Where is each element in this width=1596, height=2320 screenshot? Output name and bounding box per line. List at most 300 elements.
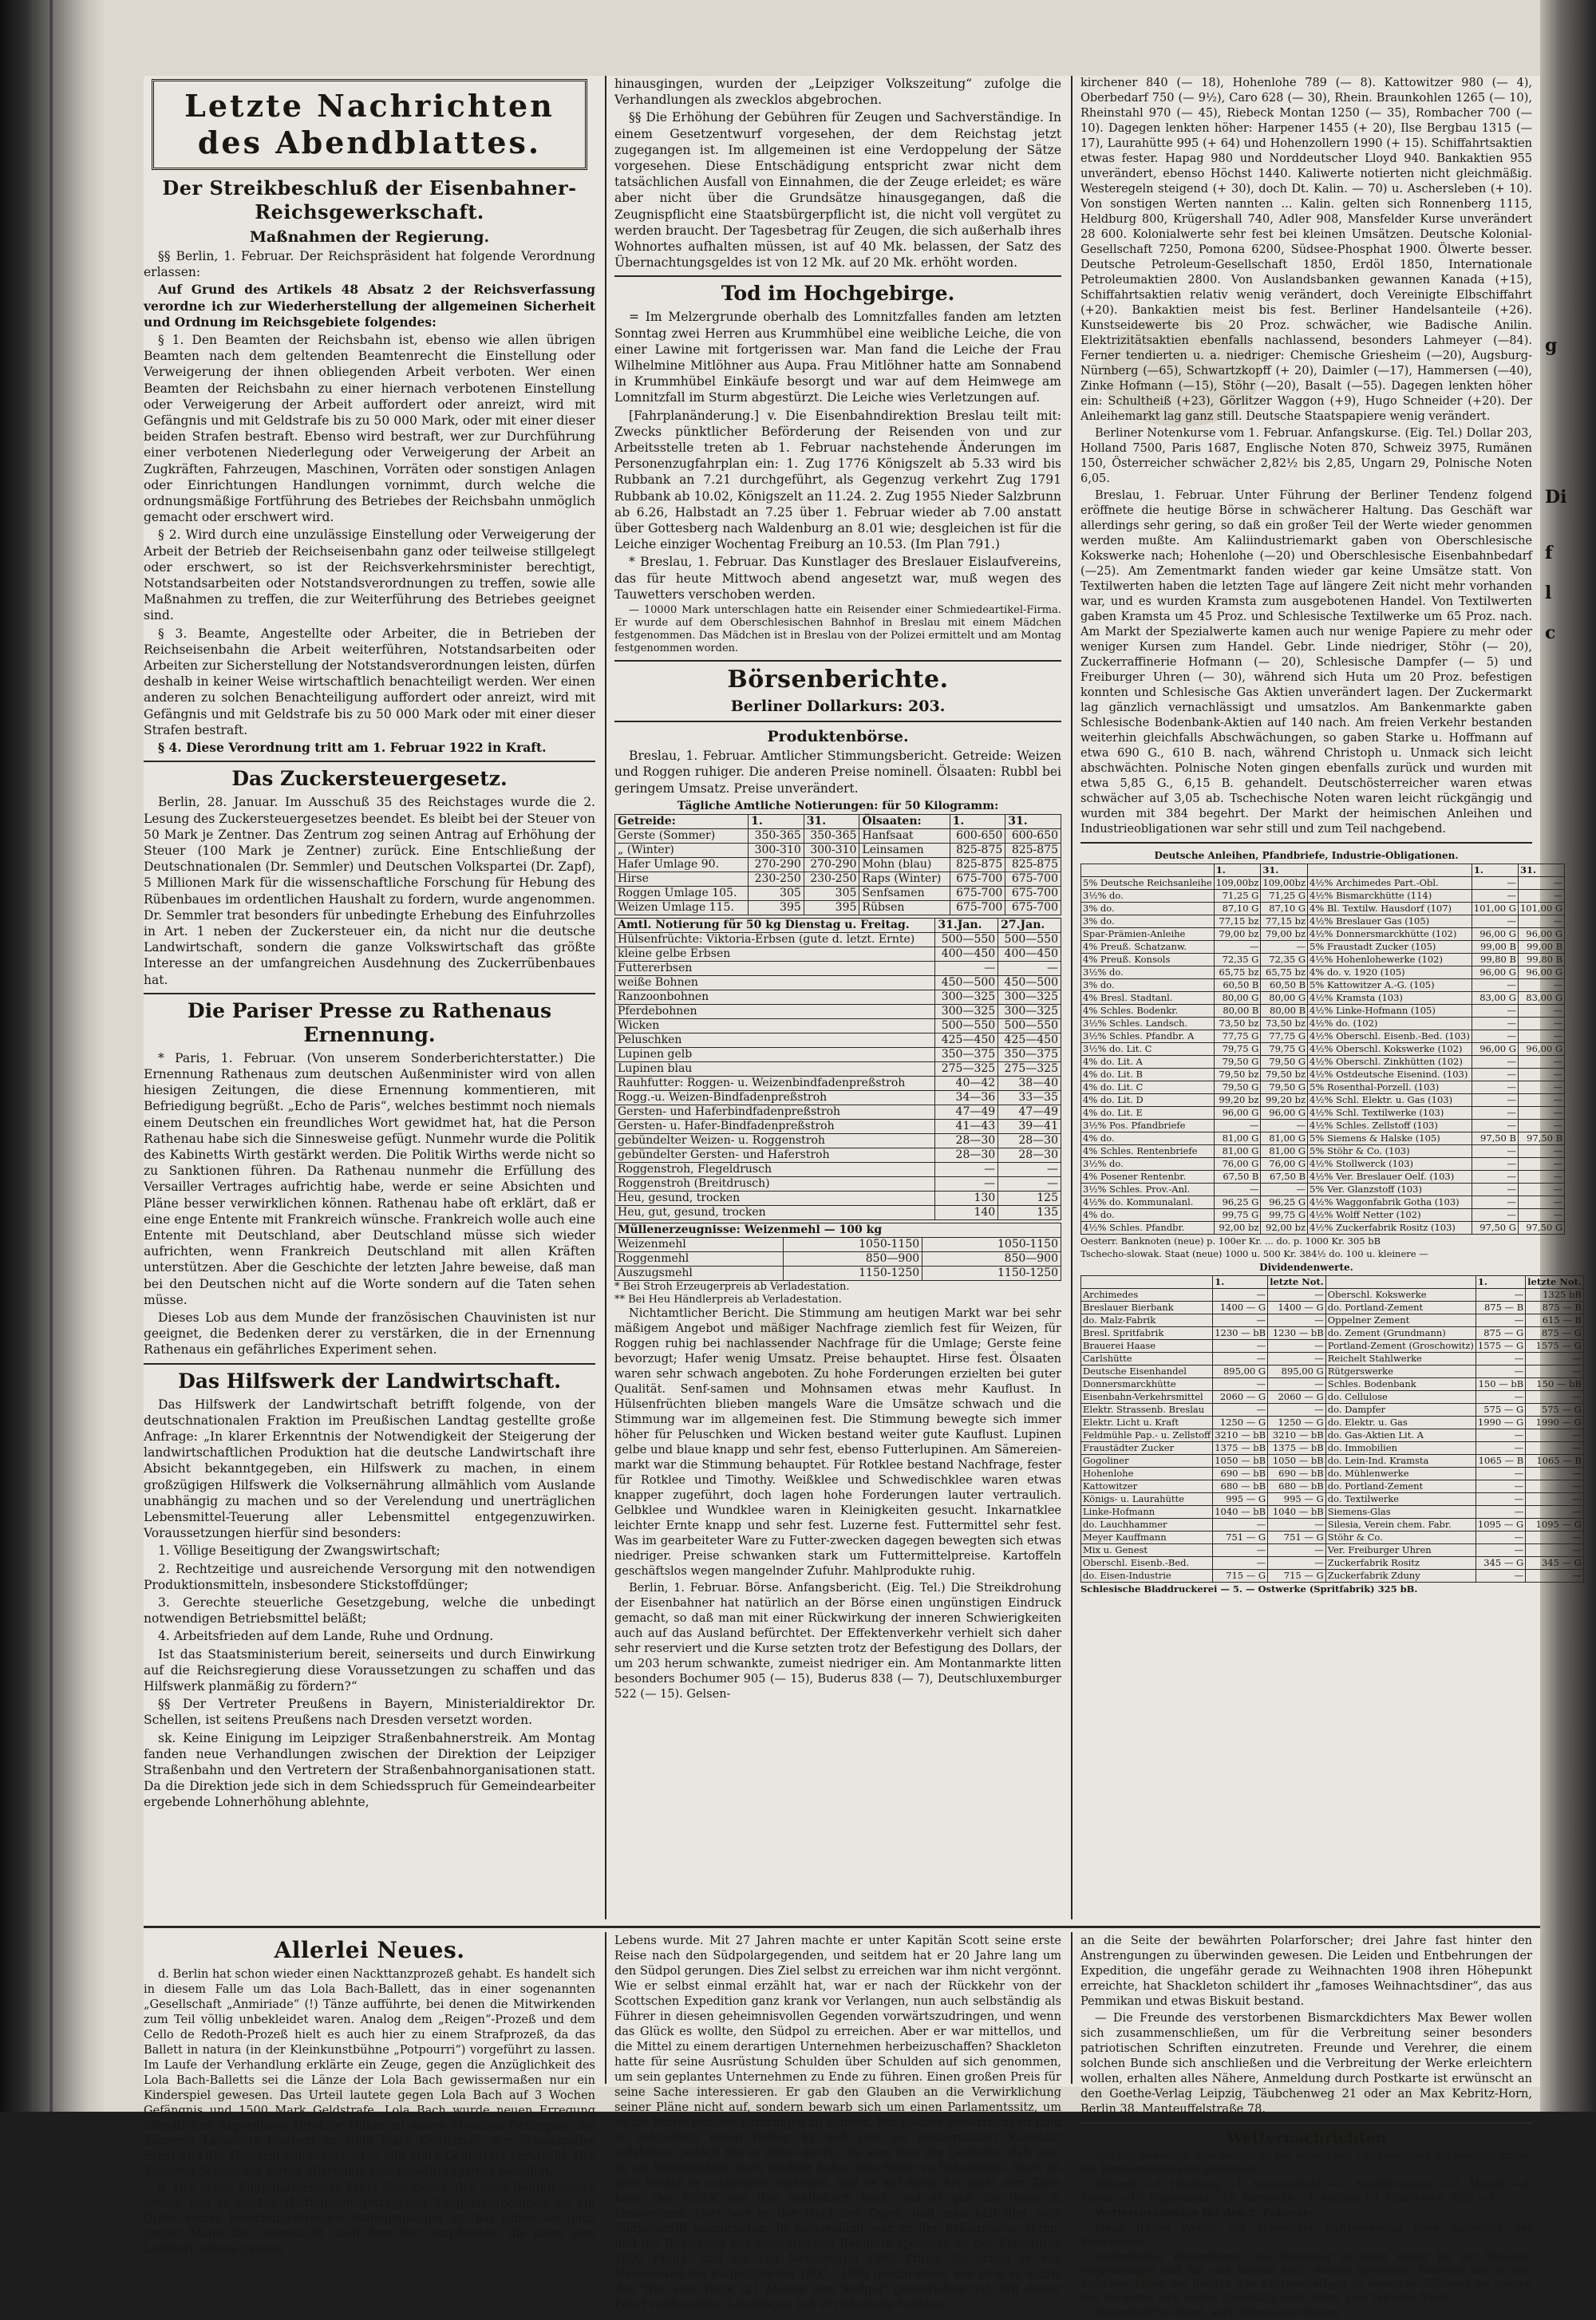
table-row (1081, 1327, 1584, 1340)
table-cell: 79,50 G (1214, 1056, 1261, 1069)
table-cell: 1375 — bB (1268, 1442, 1326, 1455)
table-cell: 99,20 bz (1214, 1094, 1261, 1107)
headline-death: Tod im Hochgebirge. (721, 282, 955, 306)
table-cell: 4½% Ostdeutsche Eisenind. (103) (1308, 1069, 1472, 1081)
table-row (1081, 1030, 1565, 1043)
table-cell: — (1526, 1493, 1584, 1506)
table-cell: 38—40 (998, 1076, 1061, 1090)
table-cell: — (1472, 1209, 1518, 1222)
table-cell: — (1518, 1081, 1564, 1094)
table-cell: — (1518, 1056, 1564, 1069)
table-cell: Ranzoonbohnen (615, 990, 935, 1004)
table-cell: do. Malz-Fabrik (1081, 1314, 1213, 1327)
table-cell: 4% do. Lit. A (1081, 1056, 1215, 1069)
table-cell: 97,50 B (1518, 1132, 1564, 1145)
table-cell: Hanfsaat (859, 828, 950, 843)
table-cell: 77,75 G (1214, 1030, 1261, 1043)
table-cell: 400—450 (998, 947, 1061, 961)
table-cell: Hülsenfrüchte: Viktoria-Erbsen (gute d. letzt. Ernte) (615, 932, 935, 947)
masthead-line-1: Letzte Nachrichten (184, 88, 555, 124)
table-cell: 28—30 (998, 1133, 1061, 1148)
table-cell: do. Eisen-Industrie (1081, 1570, 1213, 1583)
table-cell: 500—550 (998, 932, 1061, 947)
table-row (615, 1119, 1061, 1133)
table-cell: Zuckerfabrik Zduny (1325, 1570, 1476, 1583)
table-cell: — (1213, 1404, 1268, 1417)
table-cell: 150 — bB (1476, 1378, 1525, 1391)
table-cell: Roggen Umlage 105. (615, 886, 749, 900)
table-cell: — (1268, 1404, 1326, 1417)
article-paragraph: = Im Melzergrunde oberhalb des Lomnitzfalles fanden am letzten Sonntag zwei Herren aus Krummhübel eine weibliche Leiche, die von einer Lawine mit fortgerissen war. Man fand die Leiche der Frau Wilhelmine Mitlöhner aus Aupa. Frau Mitlöhner hatte am Sonnabend in Krummhübel Einkäufe besorgt und war auf dem Heimwege am Lomnitzfall im Sturm abgestürzt. Die Leiche wies Verletzungen auf. (614, 310, 1061, 405)
table-cell: 350-365 (749, 828, 804, 843)
table-cell: weiße Bohnen (615, 975, 935, 990)
article-paragraph: 3. Gerechte steuerliche Gesetzgebung, welche die unbedingt notwendigen Betriebsmittel beläßt; (144, 1595, 595, 1626)
mill-price-table (614, 1223, 1061, 1281)
table-cell: 96,00 G (1518, 928, 1564, 941)
headline-sugar: Das Zuckersteuergesetz. (231, 767, 508, 791)
table-cell: 4% Bresl. Stadtanl. (1081, 992, 1215, 1005)
grain-price-table (614, 814, 1061, 915)
table-cell: do. Zement (Grundmann) (1325, 1327, 1476, 1340)
table-cell: 400—450 (935, 947, 998, 961)
table-cell: Eisenbahn-Verkehrsmittel (1081, 1391, 1213, 1404)
table-row (1081, 915, 1565, 928)
table-cell: 81,00 G (1261, 1145, 1308, 1158)
table-cell: 2060 — G (1268, 1391, 1326, 1404)
table-cell: 895,00 G (1213, 1366, 1268, 1378)
table-cell: — (1472, 890, 1518, 903)
table-cell: 96,00 G (1261, 1107, 1308, 1120)
table-cell: 4½% Zuckerfabrik Rositz (103) (1308, 1222, 1472, 1235)
table-row (1081, 954, 1565, 966)
table-cell: Rübsen (859, 900, 950, 915)
table-header-cell: 1. (749, 814, 804, 828)
article-paragraph: §§ Die Erhöhung der Gebühren für Zeugen und Sachverständige. In einem Gesetzentwurf vorgesehen, der dem Reichstag jetzt zugegangen ist. Im allgemeinen ist eine Verdoppelung der Sätze vorgesehen. Diese Entschädigung entspricht zwar nicht dem tatsächlichen Ausfall von Einnahmen, die der Zeuge erleidet; es wäre aber nicht über die Grundsätze hinausgegangen, daß die Zeugnispflicht eine Staatsbürgerpflicht ist, die nicht voll vergütet zu werden braucht. Der Tagesbetrag für Zeugen, die sich außerhalb ihres Wohnortes aufhalten müssen, ist auf 40 Mk. belassen, der Satz des Übernachtungsgeldes ist von 12 Mk. auf 20 Mk. erhöht worden. (614, 110, 1061, 271)
table-row (1081, 1391, 1584, 1404)
table-cell: Siemens-Glas (1325, 1506, 1476, 1519)
table-cell: — (1472, 1094, 1518, 1107)
table-cell: — (1518, 877, 1564, 890)
table-row (1081, 928, 1565, 941)
table-cell: 1250 — G (1213, 1417, 1268, 1429)
table-cell: 575 — G (1526, 1404, 1584, 1417)
table-cell: 425—450 (998, 1033, 1061, 1047)
weather-paragraph: Veränderliches Wind, auch Schnee und Regen. (1095, 2307, 1341, 2319)
table-cell: — (998, 1176, 1061, 1191)
table-row (615, 1237, 1061, 1251)
table-cell: 83,00 G (1518, 992, 1564, 1005)
table-cell: 79,50 G (1261, 1081, 1308, 1094)
table-cell: Heu, gesund, trocken (615, 1191, 935, 1205)
table-cell: 79,75 G (1214, 1043, 1261, 1056)
table-cell: — (1268, 1557, 1326, 1570)
table-cell: Mohn (blau) (859, 857, 950, 871)
table-cell: Elektr. Licht u. Kraft (1081, 1417, 1213, 1429)
table-cell: — (1518, 1184, 1564, 1196)
table-cell: — (1526, 1544, 1584, 1557)
table-cell: 1150-1250 (784, 1266, 922, 1280)
table-cell: 675-700 (950, 886, 1005, 900)
column-2 (614, 76, 1061, 1919)
table-header-cell: letzte Not. (1526, 1276, 1584, 1289)
table-cell: Linke-Hofmann (1081, 1506, 1213, 1519)
table-header-cell: Getreide: (615, 814, 749, 828)
table-cell: — (1476, 1289, 1525, 1302)
table-header-cell: 31. (1518, 864, 1564, 877)
table-cell: 96,00 G (1518, 1043, 1564, 1056)
table-row (615, 1047, 1061, 1061)
table-cell: Lupinen gelb (615, 1047, 935, 1061)
table-cell: 1095 — G (1526, 1519, 1584, 1532)
table-cell: — (1268, 1353, 1326, 1366)
table-cell: — (1518, 1107, 1564, 1120)
table-cell: — (1476, 1493, 1525, 1506)
table-cell: 28—30 (998, 1148, 1061, 1162)
table-cell: — (1213, 1544, 1268, 1557)
table-cell: — (1518, 979, 1564, 992)
table-cell: 28—30 (935, 1148, 998, 1162)
table-cell: 675-700 (950, 900, 1005, 915)
table-row (615, 1061, 1061, 1076)
table-row (1081, 1081, 1565, 1094)
masthead-box (152, 79, 587, 170)
table-cell: 150 — bB (1526, 1378, 1584, 1391)
table-row (615, 1251, 1061, 1266)
table-cell: — (1526, 1506, 1584, 1519)
table-cell: 395 (749, 900, 804, 915)
table-cell: 77,15 bz (1261, 915, 1308, 928)
table-row (615, 1176, 1061, 1191)
table-cell: — (1472, 1145, 1518, 1158)
table-cell: 4½% Ver. Breslauer Oelf. (103) (1308, 1171, 1472, 1184)
table-cell: 350—375 (998, 1047, 1061, 1061)
table-cell: — (1213, 1378, 1268, 1391)
table-cell: 300—325 (935, 1004, 998, 1018)
table-cell: 1400 — G (1268, 1302, 1326, 1314)
table-cell: — (1472, 1056, 1518, 1069)
table-cell: — (1472, 1184, 1518, 1196)
table-cell: — (1526, 1429, 1584, 1442)
headline-produkten: Produktenbörse. (767, 728, 909, 746)
table-cell: — (1268, 1378, 1326, 1391)
table-row (1081, 1570, 1584, 1583)
table-row (615, 1018, 1061, 1033)
table-cell: 1375 — bB (1213, 1442, 1268, 1455)
table-cell: 60,50 B (1214, 979, 1261, 992)
table-cell: 4½% Hohenlohewerke (102) (1308, 954, 1472, 966)
table-cell: — (1476, 1506, 1525, 1519)
table-cell: 450—500 (998, 975, 1061, 990)
table-cell: Reichelt Stahlwerke (1325, 1353, 1476, 1366)
table-row (1081, 903, 1565, 915)
table-cell: 1400 — G (1213, 1302, 1268, 1314)
table-cell: 1150-1250 (922, 1266, 1061, 1280)
table-cell: Gogoliner (1081, 1455, 1213, 1468)
table-cell: 5% Ver. Glanzstoff (103) (1308, 1184, 1472, 1196)
table-cell: 4½% Schl. Textilwerke (103) (1308, 1107, 1472, 1120)
table-cell: Wicken (615, 1018, 935, 1033)
table-cell: 4% Posener Rentenbr. (1081, 1171, 1215, 1184)
exchange-line: Oesterr. Banknoten (neue) p. 100er Kr. ... do. p. 1000 Kr. 305 bB (1080, 1235, 1381, 1247)
headline-strike: Der Streikbeschluß der Eisenbahner-Reichsgewerkschaft. (162, 176, 577, 223)
table-cell: 80,00 B (1261, 1005, 1308, 1018)
table-cell: gebündelter Gersten- und Haferstroh (615, 1148, 935, 1162)
table-cell: — (1476, 1480, 1525, 1493)
table-header-cell (1325, 1276, 1476, 1289)
table-cell: 875 — G (1526, 1327, 1584, 1340)
table-cell: 83,00 G (1472, 992, 1518, 1005)
table-cell: 500—550 (935, 1018, 998, 1033)
table-cell: 2060 — G (1213, 1391, 1268, 1404)
table-cell: 99,75 G (1214, 1209, 1261, 1222)
table-cell: Fraustädter Zucker (1081, 1442, 1213, 1455)
table-cell: 101,00 G (1518, 903, 1564, 915)
table-cell: Peluschken (615, 1033, 935, 1047)
table-cell: Leinsamen (859, 843, 950, 857)
article-paragraph: Nichtamtlicher Bericht. Die Stimmung am heutigen Markt war bei sehr mäßigem Angebot und mäßiger Nachfrage ziemlich fest für Weizen, für Roggen ruhig bei nachlassender Nachfrage für die Umlage; Gerste feine bevorzugt; Hafer wenig Umsatz. Preise behauptet. Hirse fest. Ölsaaten waren sehr schwach angeboten. Zu hohe Forderungen erzielten bei guter Qualität. Senf-samen und Mohnsamen etwas mehr Kauflust. In Hülsenfrüchten blieben mangels Ware die Umsätze schwach und die Stimmung war im allgemeinen fest. Die Stimmung bewegte sich immer höher für Peluschken und Wicken bestand weiter gute Kauflust. Lupinen gelbe und blaue knapp und sehr fest, ebenso Futterlupinen. Am Sämereien-markt war die Stimmung behauptet. Für Rotklee bestand Nachfrage, fester für Rotklee und Timothy. Weißklee und Schwedischklee waren etwas knapper zugeführt, doch lagen hohe Forderungen lauter vertraulich. Gelbklee und Wundklee waren in Kleinigkeiten gesucht. Inkarnatklee leichter Ernte knapp und sehr fest. Luzerne fest. Futtermittel sehr fest. Was im gearbeiteter Ware zu Futter-zwecken dagegen bewegten sich etwas niedriger. Preise schwanken stark um Futtermittelpreise. Kartoffeln geschäftslos wegen mangelnder Zufuhr. Mahlprodukte ruhig. (614, 1306, 1061, 1578)
table-cell: 275—325 (998, 1061, 1061, 1076)
table-cell: — (1472, 979, 1518, 992)
table-cell: — (1526, 1532, 1584, 1544)
table-cell: 4½% Wolff Netter (102) (1308, 1209, 1472, 1222)
weather-paragraph: Wettervoraussage für den 2. Februar: (1095, 2207, 1313, 2219)
table-row (1081, 1120, 1565, 1132)
table-cell: 97,50 G (1518, 1222, 1564, 1235)
article-paragraph: Lebens wurde. Mit 27 Jahren machte er unter Kapitän Scott seine erste Reise nach den Südpolargegenden, und seitdem hat er 20 Jahre lang um den Südpol gerungen. Dies Ziel selbst zu erreichen war ihm nicht vergönnt. Wie er selbst einmal erzählt hat, war er nach der Rückkehr von der Scottschen Expedition ganz krank vor Verlangen, nun auch selbständig als Führer in diesen geheimnisvollen Gegenden vorwärtszudringen, und wenn das Glück es wollte, den Südpol zu erreichen. Aber er war mittellos, und die Mittel zu einem derartigen Unternehmen herbeizuschaffen? Shackleton hatte für seine Ausrüstung Schulden über Schulden auf sich genommen, um sein geplantes Unternehmen zu Ende zu führen. Einen großen Preis für seine Sache interessieren. Er gab den Glauben an die Verwirklichung seiner Pläne nicht auf, sondern bewarb sich um einen Parlamentssitz, um so die Mittel leichter aufbringen zu können. Mit solcher Beharrlichkeit fand er schließlich einen Helfer. Er ließ sich als konservativer Kandidat aufstellen, jedoch fiel er dabei durch. Da kam ihm der Gedanke, daß man es als Südpolfahrer doch leichter habe, eine Stelle zu bekommen. Nach all dem mußte er schließlich einsehen, daß er auf diese Art nicht zum Ziele kam. Das Glück war ihm schließlich hold, und er gab die Reise in Neuseeland. Dort war er der Held des Tages, und man half ihm, sein Südpolschiff auszurüsten. In Neuseeland war er der bekannteste Mann, und die Regierung der australischen Republik spendete zu der Expedition 1000 Pfund, und die von Neuseeland 1000 Pfund. So brach er von Neuseeland die Südpolfahrten 1907—1909 geschrieben, von dem er nichts den Titel sein Werk „21 Meilen vom Südpol“ geschrieben hat. Mit dieser Fahrt vollbrachten Leistungen hat er mit einem Schlage (614, 1935, 1061, 2311)
table-cell: 96,00 G (1472, 928, 1518, 941)
table-cell: — (1518, 1171, 1564, 1184)
table-cell: 4½% Schles. Pfandbr. (1081, 1222, 1215, 1235)
table-cell: — (1268, 1519, 1326, 1532)
table-row (615, 1076, 1061, 1090)
table-cell: 1040 — bB (1213, 1506, 1268, 1519)
table-cell: Pferdebohnen (615, 1004, 935, 1018)
table-cell: 675-700 (950, 871, 1005, 886)
table-cell: 71,25 G (1261, 890, 1308, 903)
lower-column-2 (614, 1934, 1061, 2311)
table-cell: 875 — G (1476, 1327, 1525, 1340)
weather-paragraph: Von der Seewarte. Das Wetter ist bei schwacher Luftbewegung vorwiegend trübe, die Temperaturen sind gestiegen. (1080, 2150, 1532, 2176)
table-cell: 1040 — bB (1268, 1506, 1326, 1519)
table-header-cell: 31. (1261, 864, 1308, 877)
table-cell: Breslauer Bierbank (1081, 1302, 1213, 1314)
table-row (615, 871, 1061, 886)
table-cell: 345 — G (1526, 1557, 1584, 1570)
table-cell: 395 (804, 900, 859, 915)
table-cell: 80,00 G (1214, 992, 1261, 1005)
table-cell: — (1518, 1094, 1564, 1107)
table-cell: 41—43 (935, 1119, 998, 1133)
article-paragraph: Auf Grund des Artikels 48 Absatz 2 der Reichsverfassung verordne ich zur Wiederherstellung der allgemeinen Sicherheit und Ordnung im Reichsgebiete folgendes: (144, 282, 595, 330)
article-paragraph: [Fahrplanänderung.] v. Die Eisenbahndirektion Breslau teilt mit: Zwecks pünktlicher Beförderung der Reisenden von und zur Arbeitsstelle treten ab 1. Februar nachstehende Änderungen im Personenzugfahrplan ein: 1. Zug 1776 Königszelt ab 5.33 wird bis Rubbank an 7.21 durchgeführt, als Gegenzug verkehrt Zug 1791 Rubbank ab 10.02, Königszelt an 11.24. 2. Zug 1955 Nieder Salzbrunn ab 6.26, Halbstadt an 7.25 über 1. Februar wieder ab 7.00 anstatt über Gottesberg nach Waldenburg an 8.01 wie; desgleichen ist für die Leiche einziger Wochentag Freiburg an 10.53. (Im Plan 791.) (614, 408, 1061, 552)
table-cell: — (1213, 1314, 1268, 1327)
table-row (615, 1133, 1061, 1148)
table-cell: 300-310 (804, 843, 859, 857)
table-cell: 99,80 B (1472, 954, 1518, 966)
table-cell: Donnersmarckhütte (1081, 1378, 1213, 1391)
table-row (615, 1191, 1061, 1205)
table-cell: 125 (998, 1191, 1061, 1205)
table-row (1081, 1043, 1565, 1056)
table-cell: 97,50 G (1472, 1222, 1518, 1235)
table-cell: — (1268, 1340, 1326, 1353)
table-cell: Gersten- u. Hafer-Bindfadenpreßstroh (615, 1119, 935, 1133)
table-cell: 99,20 bz (1261, 1094, 1308, 1107)
table-cell: 1050-1150 (922, 1237, 1061, 1251)
table-cell: 5% Rosenthal-Porzell. (103) (1308, 1081, 1472, 1094)
table-cell: — (1476, 1366, 1525, 1378)
table-row (615, 828, 1061, 843)
article-paragraph: hinausgingen, wurden der „Leipziger Volkszeitung“ zufolge die Verhandlungen als zwecklos abgebrochen. (614, 77, 1061, 108)
table-cell: 690 — bB (1268, 1468, 1326, 1480)
table-cell: — (1518, 1005, 1564, 1018)
table-cell: 345 — G (1476, 1557, 1525, 1570)
table-cell: do. Gas-Aktien Lit. A (1325, 1429, 1476, 1442)
table-cell: 92,00 bz (1214, 1222, 1261, 1235)
table-cell: — (935, 961, 998, 975)
table-cell: 1095 — G (1476, 1519, 1525, 1532)
table-cell: 3210 — bB (1268, 1429, 1326, 1442)
table-cell: Zuckerfabrik Rositz (1325, 1557, 1476, 1570)
weather-paragraph: Oeffentlicher Wetterdienst. Das Tauwetter ist nicht weiter bis zur Weichsel vorgedrungen und hat sich überall nach Westen gewendet. Während das in den östlichen Teilen des Bezirks ihre Frostwetterlage zu erwarten. Während im Westen das Tauwetter sich wieder gleichfalls nach Osten, zum Teil sehr frisch. (1080, 2251, 1532, 2304)
table-cell: — (998, 961, 1061, 975)
article-paragraph: § 3. Beamte, Angestellte oder Arbeiter, die in Betrieben der Reichseisenbahn die Arbeit weiterführen, Notstandsarbeiten oder Arbeiten zur Sicherstellung der Notstandsverordnungen leisten, dürfen deshalb in keiner Weise wirtschaftlich benachteiligt werden. Wer einen anderen zu solchen Benachteiligung auffordert oder anreizt, wird mit Gefängnis und mit Geldstrafe bis zu 50 000 Mark oder mit einer dieser Strafen bestraft. (144, 626, 595, 737)
table-cell: 81,00 G (1214, 1145, 1261, 1158)
table-cell: 72,35 G (1214, 954, 1261, 966)
table-cell: 79,50 G (1214, 1081, 1261, 1094)
table-cell: 850—900 (784, 1251, 922, 1266)
table-header-cell (1308, 864, 1472, 877)
table-row (1081, 1353, 1584, 1366)
table-cell: — (998, 1162, 1061, 1176)
table-cell: 4½% do. Kommunalanl. (1081, 1196, 1215, 1209)
table-cell: Kattowitzer (1081, 1480, 1213, 1493)
headline-allerlei: Allerlei Neues. (274, 1937, 465, 1963)
dividend-title: Dividendenwerte. (1259, 1262, 1353, 1273)
table-cell: Hirse (615, 871, 749, 886)
table-cell: 80,00 G (1261, 992, 1308, 1005)
masthead-line-2: des Abendblattes. (197, 124, 542, 160)
table-row (1081, 1429, 1584, 1442)
table-cell: Hafer Umlage 90. (615, 857, 749, 871)
table-header-cell: 1. (1472, 864, 1518, 877)
table-cell: 67,50 B (1261, 1171, 1308, 1184)
table-cell: 130 (935, 1191, 998, 1205)
table-cell: Lupinen blau (615, 1061, 935, 1076)
table-header-cell: 31. (1005, 814, 1061, 828)
mill-header: Müllenerzeugnisse: Weizenmehl — 100 kg (615, 1223, 1061, 1237)
table-cell: Raps (Winter) (859, 871, 950, 886)
article-paragraph: § 4. Diese Verordnung tritt am 1. Februar 1922 in Kraft. (158, 740, 547, 756)
article-paragraph: Das Hilfswerk der Landwirtschaft betrifft folgende, von der deutschnationalen Fraktion im Preußischen Landtag gestellte große Anfrage: „In klarer Erkenntnis der Notwendigkeit der Steigerung der landwirtschaftlichen Produktion hat die deutsche Landwirtschaft ihre Absicht bekanntgegeben, ein Hilfswerk zu machen, in einem großzügigen Hilfswerk die Volksernährung allmählich vom Auslande unabhängig zu machen und so der Verelendung und unerträglichen Lebensmittel-Teuerung aller Lebensmittel entgegenzuwirken. Voraussetzungen hierfür sind besonders: (144, 1397, 595, 1541)
footnote: ** Bei Heu Händlerpreis ab Verladestation. (614, 1293, 842, 1306)
article-paragraph: kirchener 840 (— 18), Hohenlohe 789 (— 8). Kattowitzer 980 (— 4), Oberbedarf 750 (— 9½), Caro 628 (— 30), Rhein. Braunkohlen 1265 (— 10), Rheinstahl 970 (— 45), Riebeck Montan 1250 (— 35), Rombacher 700 (— 10). Dagegen lenkten höher: Harpener 1455 (+ 20), Ilse Bergbau 1315 (— 17), Laurahütte 995 (+ 64) und Hohenzollern 1990 (+ 15). Schiffahrtsaktien etwas fester. Hapag 980 und Norddeutscher Lloyd 940. Bankaktien 955 unverändert, ebenso Höchst 1440. Kaliwerte notierten nicht gleichmäßig. Westeregeln steigend (+ 30), doch Dt. Kalin. — 70) u. Aschersleben (+ 10). Von sonstigen Werten nannten ... Kalin. gelten sich Ronnenberg 1115, Heldburg 800, Krügershall 740, Adler 908, Mansfelder Kurse unverändert 28 600. Kolonialwerte sehr fest bei kleinen Umsätzen. Deutsche Kolonial-Gesellschaft 7250, Pomona 6200, Südsee-Phosphat 1900. Ölwerte besser. Deutsche Petroleum-Gesellschaft 1850, Erdöl 1850, Internationale Petroleumaktien 2800. Von Auslandsbanken gewannen Kanada (+15), Schiffahrtsaktien relativ wenig verändert, doch Vereinigte Elbschiffahrt (+20). Bankaktien meist bis fest. Berliner Handelsanteile (+26). Kunstseidewerte bis 20 Proz. schwächer, wie Badische Anilin. Elektrizitätsaktien ebenfalls nachlassend, besonders Lahmeyer (—84). Ferner tendierten u. a. niedriger: Chemische Griesheim (—20), Augsburg-Nürnberg (—65), Schwartzkopff (+ 20), Daimler (—17), Hammersen (—40), Zinke Hofmann (—15), Stöhr (—20), Basalt (—55). Dagegen lenkten höher ein: Schultheiß (+23), Görlitzer Waggon (+9), Hugo Schneider (+20). Der Anleihemarkt lag ganz still. Deutsche Staatspapiere wenig verändert. (1080, 77, 1532, 423)
table-cell: 3½% do. (1081, 966, 1215, 979)
table-cell: 4½% Stollwerck (103) (1308, 1158, 1472, 1171)
table-row (1081, 979, 1565, 992)
table-cell: — (1476, 1570, 1525, 1583)
table-cell: 1575 — G (1476, 1340, 1525, 1353)
table-cell: — (1472, 1018, 1518, 1030)
table-cell: 875 — B (1476, 1302, 1525, 1314)
edge-mark: l (1545, 583, 1552, 603)
column-3 (1080, 76, 1582, 1919)
table-cell: 4½% Linke-Hofmann (105) (1308, 1005, 1472, 1018)
table-cell: 875 — B (1526, 1302, 1584, 1314)
table-cell: 33—35 (998, 1090, 1061, 1105)
table-cell: do. Elektr. u. Gas (1325, 1417, 1476, 1429)
table-cell: Ver. Freiburger Uhren (1325, 1544, 1476, 1557)
table-cell: 600-650 (950, 828, 1005, 843)
table-cell: — (1476, 1442, 1525, 1455)
table-cell: — (1526, 1468, 1584, 1480)
table-cell: 76,00 G (1214, 1158, 1261, 1171)
article-paragraph: 1. Völlige Beseitigung der Zwangswirtschaft; (158, 1543, 440, 1559)
table-cell: 350-365 (804, 828, 859, 843)
table-cell: 4% do. Lit. D (1081, 1094, 1215, 1107)
table-row (615, 1033, 1061, 1047)
table-row (1081, 1557, 1584, 1570)
table-cell: 28—30 (935, 1133, 998, 1148)
table-cell: — (1472, 1030, 1518, 1043)
table-cell: — (1472, 1107, 1518, 1120)
table-cell: — (935, 1162, 998, 1176)
table-cell: — (1213, 1340, 1268, 1353)
table-cell: do. Immobilien (1325, 1442, 1476, 1455)
table-cell: 4% do. Lit. C (1081, 1081, 1215, 1094)
table-cell: — (1472, 915, 1518, 928)
table-cell: Roggenstroh, Flegeldrusch (615, 1162, 935, 1176)
table-cell: 715 — G (1213, 1570, 1268, 1583)
lower-column-3 (1080, 1934, 1532, 2319)
table-cell: — (1526, 1391, 1584, 1404)
table-cell: — (1476, 1391, 1525, 1404)
table-cell: — (1213, 1519, 1268, 1532)
table-cell: 3210 — bB (1213, 1429, 1268, 1442)
table-row (1081, 1069, 1565, 1081)
table-cell: 305 (749, 886, 804, 900)
table-row (615, 900, 1061, 915)
table-cell: 135 (998, 1205, 1061, 1219)
table-cell: 680 — bB (1213, 1480, 1268, 1493)
table-cell: 140 (935, 1205, 998, 1219)
table-row (1081, 1171, 1565, 1184)
table-cell: Bresl. Spritfabrik (1081, 1327, 1213, 1340)
table-cell: 4% Schles. Bodenkr. (1081, 1005, 1215, 1018)
table-cell: 77,75 G (1261, 1030, 1308, 1043)
table-cell: 39—41 (998, 1119, 1061, 1133)
table-cell: — (1518, 1145, 1564, 1158)
table-cell: do. Lein-Ind. Kramsta (1325, 1455, 1476, 1468)
legume-price-table (614, 918, 1061, 1220)
article-paragraph: d. Der große Südpolarforscher Ernst Shackleton, der beim Beginn seiner neuen, von so großen Hoffnungen getragenen Südpolarexpedition als ein Opfer seines Forschungsdranges dahingegangen ist, hat schon als ganz junger Mann die „Sehnsucht nach dem Pol“ empfunden, die dann zum Leitstern seines ganzen (144, 2182, 595, 2255)
table-row (1081, 1314, 1584, 1327)
table-row (1081, 966, 1565, 979)
table-cell: 79,50 G (1261, 1056, 1308, 1069)
table-cell: 99,00 B (1518, 941, 1564, 954)
table-header-cell: 1. (950, 814, 1005, 828)
table-cell: — (1476, 1544, 1525, 1557)
table-cell: do. Mühlenwerke (1325, 1468, 1476, 1480)
table-cell: — (1472, 877, 1518, 890)
table-cell: 230-250 (749, 871, 804, 886)
table-cell: Senfsamen (859, 886, 950, 900)
table-cell: 79,50 bz (1214, 1069, 1261, 1081)
table-cell: 34—36 (935, 1090, 998, 1105)
article-paragraph: § 2. Wird durch eine unzulässige Einstellung oder Verweigerung der Arbeit der Betrieb der Reichseisenbahn ganz oder teilweise stillgelegt oder erschwert, so ist der Reichsverkehrsminister berechtigt, Notstandsarbeiten oder Notstandsverordnungen zu treffen, sowie alle Maßnahmen zu treffen, die zur Weiterführung des Betriebes geeignet sind. (144, 528, 595, 623)
table-cell: 4½% Breslauer Gas (105) (1308, 915, 1472, 928)
table-cell: 80,00 B (1214, 1005, 1261, 1018)
